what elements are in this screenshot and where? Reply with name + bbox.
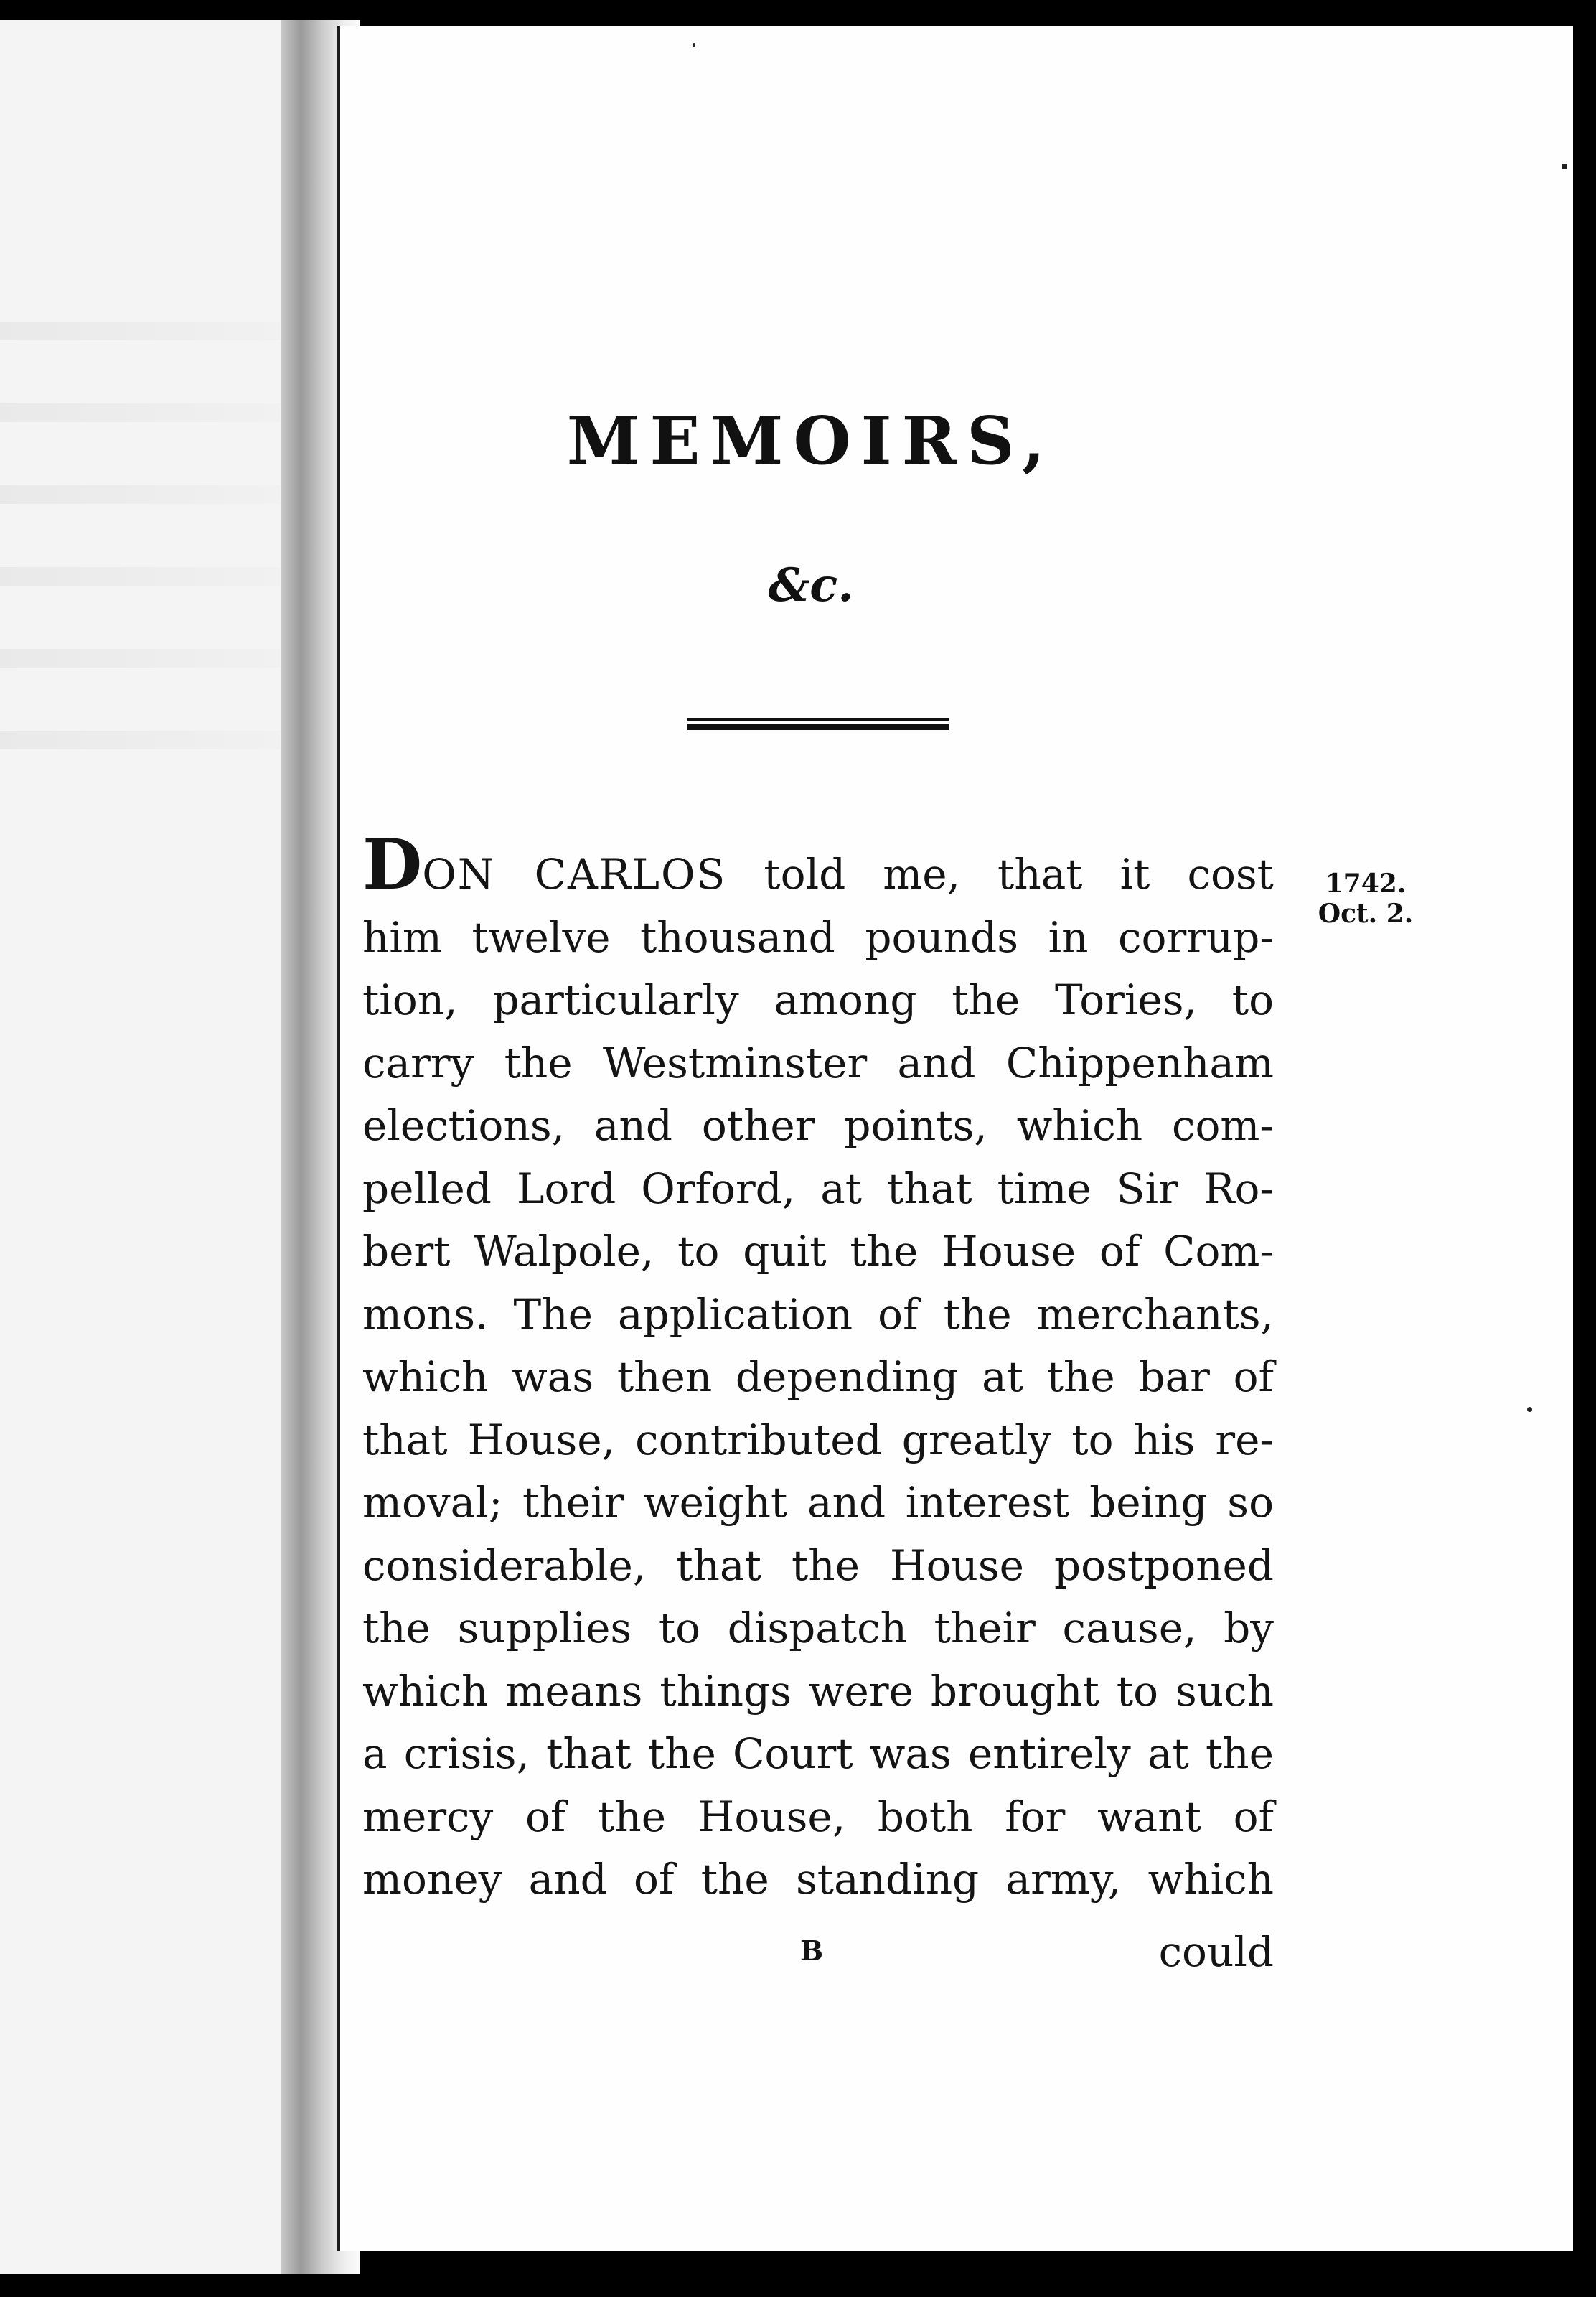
text-line-14: which means things were brought to such (362, 1666, 1274, 1716)
text-line-1 (362, 824, 1274, 907)
text-line-15: a crisis, that the Court was entirely at the (362, 1729, 1274, 1778)
text-line-6: pelled Lord Orford, at that time Sir Ro- (362, 1164, 1274, 1213)
scan-border-right (1573, 0, 1596, 2297)
bleed-through-text (0, 322, 280, 813)
scan-speck (1562, 164, 1567, 169)
text-line-4: carry the Westminster and Chippenham (362, 1038, 1274, 1087)
page-title: MEMOIRS, (566, 402, 1056, 479)
double-rule-divider (687, 718, 949, 732)
text-line-16: mercy of the House, both for want of (362, 1792, 1274, 1841)
body-paragraph (362, 824, 1274, 1912)
text-line-13: the supplies to dispatch their cause, by (362, 1604, 1274, 1652)
text-line-10: that House, contributed greatly to his re- (362, 1415, 1274, 1464)
signature-mark: B (800, 1935, 824, 1967)
text-line-11: moval; their weight and interest being so (362, 1478, 1274, 1527)
text-line-7: bert Walpole, to quit the House of Com- (362, 1227, 1274, 1276)
drop-capital: D (362, 824, 423, 905)
line-1-rest: told me, that it cost (726, 850, 1274, 899)
facing-page-left (0, 20, 281, 2274)
marginal-date-note (1312, 869, 1419, 929)
catchword: could (1158, 1927, 1274, 1976)
text-line-2: him twelve thousand pounds in corrup- (362, 912, 1274, 962)
page-subtitle: &c. (768, 558, 854, 612)
text-line-12: considerable, that the House postponed (362, 1540, 1274, 1590)
text-line-5: elections, and other points, which com- (362, 1101, 1274, 1150)
scan-speck (1527, 1407, 1532, 1412)
text-line-8: mons. The application of the merchants, (362, 1289, 1274, 1339)
text-line-3: tion, particularly among the Tories, to (362, 976, 1274, 1024)
opening-name: ON CARLOS (422, 850, 727, 899)
scan-speck (693, 43, 695, 47)
text-line-9: which was then depending at the bar of (362, 1352, 1274, 1401)
margin-note-year: 1742. (1325, 869, 1407, 899)
text-line-17: money and of the standing army, which (362, 1855, 1274, 1904)
page-footer (362, 1927, 1274, 1992)
margin-note-date: Oct. 2. (1318, 899, 1414, 929)
